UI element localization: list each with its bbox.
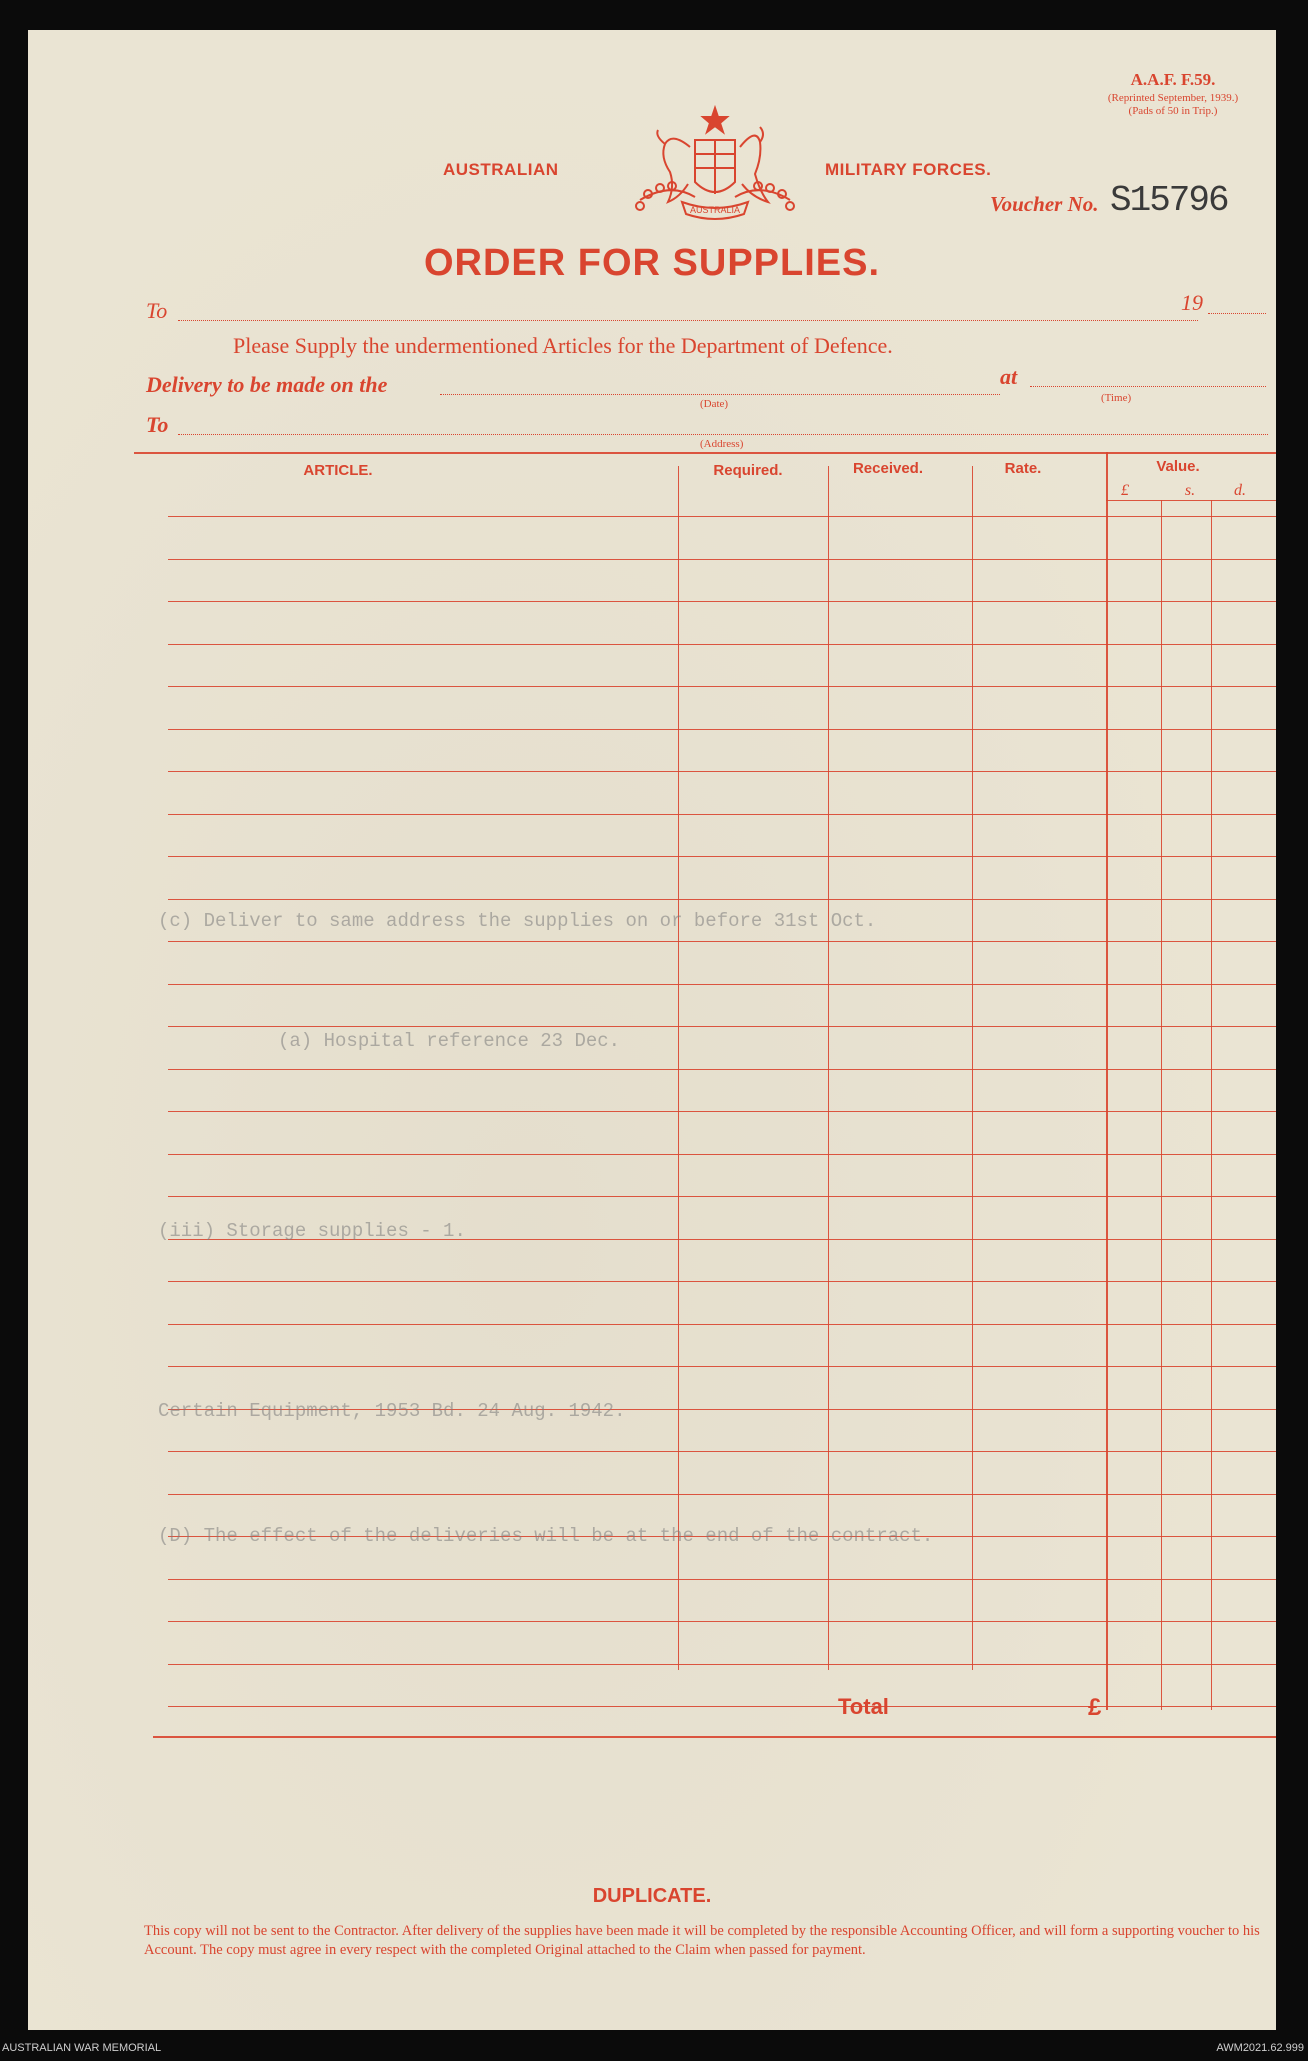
col-divider-required (678, 466, 679, 1670)
col-divider-shillings (1161, 500, 1162, 1710)
delivery-label: Delivery to be made on the (146, 372, 388, 397)
form-sheet (28, 30, 1276, 2030)
table-row-line (168, 1366, 1276, 1367)
typed-line-4: Certain Equipment, 1953 Bd. 24 Aug. 1942. (158, 1400, 626, 1422)
table-row-line (168, 1281, 1276, 1282)
address-field[interactable] (178, 434, 1268, 435)
date-caption: (Date) (700, 398, 729, 410)
table-row-line (168, 1664, 1276, 1665)
year-label: 19 (1181, 290, 1203, 315)
heading-australian: AUSTRALIAN (443, 160, 559, 179)
table-row-line (168, 644, 1276, 645)
table-row-line (168, 1494, 1276, 1495)
table-row-line (168, 1069, 1276, 1070)
address-to-label: To (146, 412, 169, 437)
col-header-rate: Rate. (1004, 460, 1042, 477)
voucher-number: S15796 (1110, 180, 1228, 221)
typed-line-5: (D) The effect of the deliveries will be at the end of the contract. (158, 1525, 934, 1547)
table-row-line (168, 1196, 1276, 1197)
coat-of-arms-icon (610, 102, 820, 250)
to-field[interactable] (178, 320, 1198, 321)
table-row-line (168, 559, 1276, 560)
table-row-line (168, 1706, 1276, 1707)
table-row-line (168, 601, 1276, 602)
table-row-line (168, 1579, 1276, 1580)
col-divider-pence (1211, 500, 1212, 1710)
form-reprint-note: (Reprinted September, 1939.) (1107, 92, 1239, 104)
col-divider-received (828, 466, 829, 1670)
total-label: Total (838, 1694, 889, 1719)
col-divider-value (1106, 452, 1108, 1710)
address-caption: (Address) (700, 438, 744, 450)
typed-line-2: (a) Hospital reference 23 Dec. (278, 1030, 621, 1052)
year-field[interactable] (1208, 313, 1266, 314)
at-label: at (1000, 364, 1018, 389)
table-row-line (168, 771, 1276, 772)
table-row-line (168, 516, 1276, 517)
typed-line-3: (iii) Storage supplies - 1. (158, 1220, 466, 1242)
subcol-pence: d. (1234, 482, 1246, 499)
heading-military-forces: MILITARY FORCES. (825, 160, 992, 179)
table-row-line (168, 1324, 1276, 1325)
page-title: ORDER FOR SUPPLIES. (423, 242, 881, 284)
table-row-line (168, 1621, 1276, 1622)
table-row-line (168, 941, 1276, 942)
col-divider-rate (972, 466, 973, 1670)
footer-right: AWM2021.62.999 (1216, 2042, 1304, 2054)
col-header-required: Required. (713, 462, 783, 479)
value-subheader-line (1106, 500, 1276, 501)
voucher-label: Voucher No. (990, 192, 1099, 216)
table-bottom-border (153, 1736, 1276, 1738)
crest-banner-text: AUSTRALIA (689, 205, 741, 215)
table-row-line (168, 729, 1276, 730)
table-row-line (168, 984, 1276, 985)
table-row-line (168, 1451, 1276, 1452)
table-row-line (168, 686, 1276, 687)
time-caption: (Time) (1101, 392, 1132, 404)
table-row-line (168, 1026, 1276, 1027)
col-header-article: ARTICLE. (303, 462, 373, 479)
table-row-line (168, 1111, 1276, 1112)
typed-line-1: (c) Deliver to same address the supplies on or before 31st Oct. (158, 910, 877, 932)
table-row-line (168, 1154, 1276, 1155)
supply-instruction: Please Supply the undermentioned Articles for the Department of Defence. (233, 333, 893, 358)
total-currency: £ (1088, 1694, 1102, 1721)
col-header-received: Received. (852, 460, 924, 477)
duplicate-title: DUPLICATE. (592, 1885, 712, 1907)
delivery-time-field[interactable] (1030, 386, 1266, 387)
to-label: To (146, 298, 168, 323)
subcol-shillings: s. (1184, 482, 1196, 499)
form-pads-note: (Pads of 50 in Trip.) (1128, 105, 1218, 117)
col-header-value: Value. (1156, 458, 1200, 475)
footer-left: AUSTRALIAN WAR MEMORIAL (2, 2042, 162, 2054)
form-code: A.A.F. F.59. (1130, 70, 1216, 89)
table-row-line (168, 856, 1276, 857)
table-top-border (134, 452, 1276, 454)
table-row-line (168, 899, 1276, 900)
subcol-pounds: £ (1121, 482, 1129, 499)
duplicate-notice: This copy will not be sent to the Contractor. After delivery of the supplies have been made it will be completed by the responsible Accounting Officer, and will form a supporting voucher to his Account. The copy must agree in every respect with the completed Original attached to the Claim when passed for payment. (144, 1923, 1260, 1958)
delivery-date-field[interactable] (440, 394, 1000, 395)
table-row-line (168, 814, 1276, 815)
